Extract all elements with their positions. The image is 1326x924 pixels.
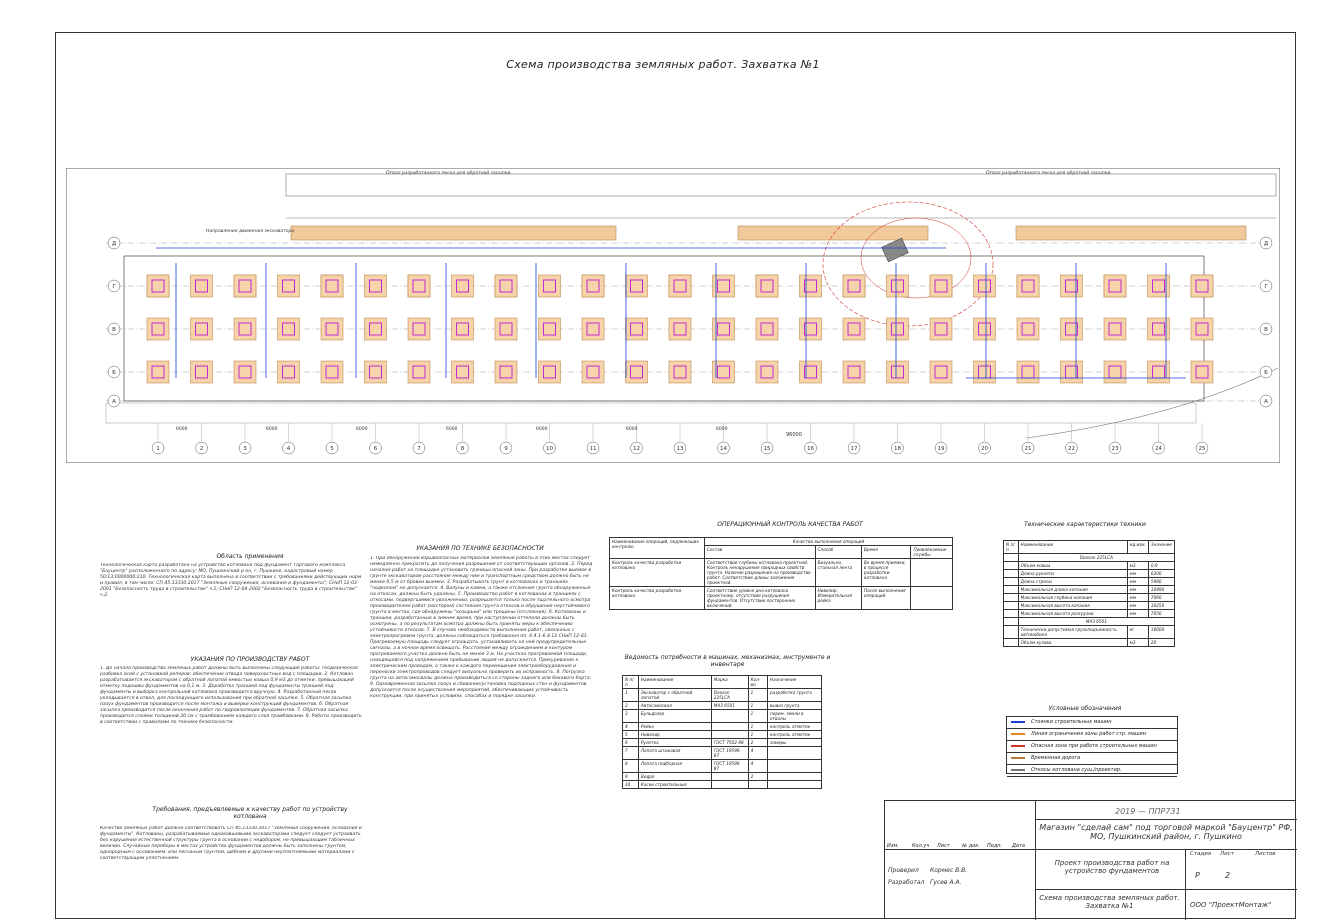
footing-pit bbox=[452, 361, 474, 383]
table-row: Максимальная длина копания мм 10490 bbox=[1004, 586, 1175, 594]
stamp-column-label: Кол.уч bbox=[912, 843, 930, 849]
table-row: Максимальная высота разгрузки мм 7050 bbox=[1004, 610, 1175, 618]
footing-pit bbox=[669, 361, 691, 383]
table-row: 6 Рулетка ГОСТ 7502-98 2 замеры bbox=[623, 739, 822, 747]
footing-pit bbox=[1061, 275, 1083, 297]
table-row: 2 Автосамосвал MAЗ 6501 1 вывоз грунта bbox=[623, 702, 822, 710]
footing-pit bbox=[626, 361, 648, 383]
footing-pit bbox=[1061, 318, 1083, 340]
footing-pit bbox=[452, 275, 474, 297]
axis-label-col: 1 bbox=[156, 446, 160, 452]
dimension-label: 6000 bbox=[626, 427, 638, 432]
footing-pit bbox=[1104, 361, 1126, 383]
footing-pit bbox=[234, 361, 256, 383]
footing-pit bbox=[278, 275, 300, 297]
legend-swatch bbox=[1011, 733, 1025, 735]
op-sub-composition: Состав bbox=[705, 546, 816, 559]
object-name: Магазин "сделай сам" под торговой маркой "Бауцентр" РФ, МО, Пушкинский район, г. Пушкино bbox=[1039, 823, 1293, 841]
table-row: 7 Лопата штыковая ГОСТ 19596-87 4 bbox=[623, 747, 822, 760]
footing-pit bbox=[1104, 318, 1126, 340]
axis-label-row: В bbox=[1264, 327, 1268, 333]
legend-label: Стоянки строительных машин bbox=[1031, 719, 1112, 725]
footing-pit bbox=[1191, 361, 1213, 383]
footing-pit bbox=[365, 275, 387, 297]
legend-item bbox=[1007, 729, 1177, 741]
dimension-label: 6000 bbox=[176, 427, 188, 432]
legend-swatch bbox=[1011, 721, 1025, 723]
checked-label: Проверил bbox=[888, 867, 919, 874]
axis-label-row: В bbox=[112, 327, 116, 333]
legend-swatch bbox=[1011, 769, 1025, 771]
axis-label-row: А bbox=[112, 399, 116, 405]
table-row: Технически допустимая грузоподъемность автомобиля кг 16000 bbox=[1004, 626, 1175, 639]
footing-pit bbox=[930, 361, 952, 383]
title-block bbox=[884, 800, 1296, 919]
works-text: 1. До начала производства земляных работ должны быть выполнены следующие работы: геодезическая разбивка осей с установкой реперов; обеспечение отвода поверхностных вод с площадки. 2. Котлован разрабатывается экскаватором с обратной лопатой емкостью ковша 0,9 м3 до отметки, превышающей отметку подошвы фундаментов на 0,1 м. 3. Доработка траншей под фундаменты траншей под фундаменты и выборка контрольной котлована производится вручную. 4. Разработанный песок укладывается в отвал, для последующего использования при обратной засыпке. 5. Обратная засыпка пазух фундаментов производится после монтажа и выверки конструкций фундаментов. 6. Обратная засыпка производится после окончания работ по гидроизоляции фундаментов. 7. Обратная засыпка производится слоями толщиной 20 см с трамбованием каждого слоя трамбовками. 8. Работы производить в соответствии с правилами по технике безопасности. bbox=[100, 666, 362, 725]
axis-label-col: 14 bbox=[720, 446, 727, 452]
axis-label-col: 17 bbox=[850, 446, 858, 452]
footing-pit bbox=[1017, 275, 1039, 297]
page-title: Схема производства земляных работ. Захватка №1 bbox=[506, 58, 820, 71]
footing-pit bbox=[974, 275, 996, 297]
axis-label-row: Б bbox=[112, 370, 116, 376]
axis-label-col: 19 bbox=[937, 446, 945, 452]
footing-pit bbox=[147, 275, 169, 297]
dimension-label: 6000 bbox=[446, 427, 458, 432]
dimension-label: 6000 bbox=[716, 427, 728, 432]
checked-name: Кормес В.В. bbox=[930, 867, 968, 874]
op-col-quality: Качество выполнения операций bbox=[705, 538, 953, 546]
legend-label: Временная дорога bbox=[1031, 755, 1081, 761]
footing-pit bbox=[1017, 318, 1039, 340]
quality-req-text: Качество земляных работ должно соответствовать СП 45.13330.2017 "Земляные сооружения, основания и фундаменты". Котлованы, разрабатываемые одноковшовыми экскаваторами следует следует устраивать без нарушения естественной структуры грунта в основании с недобором, не превышающим табличных величин. Случайные переборы в местах устройства фундаментов должны быть заполнены грунтом, однородным с основанием, или песчаным грунтом, щебнем и другими неуплотняемыми материалами с соответствующим уплотнением. bbox=[100, 826, 362, 861]
note-sand-stockpile-mid: Отвал разработанного песка для обратной засыпки bbox=[386, 171, 511, 176]
developer-label: Разработал bbox=[888, 879, 925, 886]
footing-pit bbox=[800, 318, 822, 340]
application-heading: Область применения bbox=[216, 553, 284, 560]
table-row: 3 Бульдозер 1 перем. земли в отвалы bbox=[623, 710, 822, 723]
table-row: 5 Нивелир 1 контроль отметок bbox=[623, 731, 822, 739]
axis-label-col: 13 bbox=[676, 446, 684, 452]
tech-heading: Технические характеристики техники bbox=[1024, 521, 1146, 528]
sheet-name: Схема производства земляных работ. Захватка №1 bbox=[1039, 894, 1180, 910]
table-row: Контроль качества разработки котлована Соответствие уровня дна котлована проектному, отсутствие разрушения фундаментов. Отсутствие посторонних включений. Нивелир, Измерительная рейка После выполнения операций bbox=[610, 587, 953, 610]
op-sub-services: Привлекаемые службы bbox=[911, 546, 953, 559]
footing-pit bbox=[408, 275, 430, 297]
tech-section-excavator: Doosan 225LCA bbox=[1018, 554, 1174, 562]
footing-pit bbox=[321, 318, 343, 340]
application-text: Технологическая карта разработана на устройство котлована под фундамент Торгового комплекса "Бауцентр" расположенного по адресу: МО, Пушкинский р-он, г. Пушкино, кадастровый номер 50:13:0000000:210. Технологическая карта выполнена в соответствии с требованиями действующих норм и правил, в том числе: СП 45.13330.2017 "Земляные сооружения, основания и фундаменты"; СНиП 12-03-2001 "Безопасность труда в строительстве" ч.1; СНиП 12-04-2002 "Безопасность труда в строительстве" ч.2. bbox=[100, 563, 362, 598]
legend-label: Опасная зона при работе строительных машин bbox=[1031, 743, 1157, 749]
axis-label-col: 15 bbox=[763, 446, 771, 452]
axis-label-row: Д bbox=[1263, 241, 1269, 247]
footing-pit bbox=[278, 318, 300, 340]
footing-pit bbox=[495, 318, 517, 340]
footing-pit bbox=[539, 318, 561, 340]
footing-pit bbox=[191, 318, 213, 340]
footing-pit bbox=[1017, 361, 1039, 383]
stamp-column-label: Лист bbox=[937, 843, 950, 849]
table-row: Длина стрелы мм 5980 bbox=[1004, 578, 1175, 586]
footing-pit bbox=[887, 318, 909, 340]
footing-pit bbox=[495, 275, 517, 297]
footing-pit bbox=[626, 275, 648, 297]
footing-pit bbox=[1104, 275, 1126, 297]
stage-value: Р bbox=[1195, 871, 1200, 880]
legend-item bbox=[1007, 753, 1177, 765]
footing-pit bbox=[974, 361, 996, 383]
axis-label-col: 3 bbox=[243, 446, 247, 452]
footing-pit bbox=[582, 318, 604, 340]
footing-pit bbox=[191, 361, 213, 383]
footing-pit bbox=[191, 275, 213, 297]
op-sub-time: Время bbox=[861, 546, 911, 559]
footing-pit bbox=[234, 275, 256, 297]
footing-pit bbox=[147, 361, 169, 383]
legend-item bbox=[1007, 741, 1177, 753]
legend-label: Линия ограничения зоны работ стр. машин bbox=[1031, 731, 1147, 737]
note-excavator-direction: Направление движения экскаватора bbox=[206, 229, 295, 234]
tech-section-truck: МАЗ 6501 bbox=[1018, 618, 1174, 626]
footing-pit bbox=[800, 361, 822, 383]
axis-label-col: 24 bbox=[1155, 446, 1162, 452]
axis-label-col: 16 bbox=[807, 446, 814, 452]
footing-pit bbox=[234, 318, 256, 340]
dimension-label: 6000 bbox=[356, 427, 368, 432]
axis-label-col: 23 bbox=[1111, 446, 1119, 452]
footing-pit bbox=[930, 275, 952, 297]
doc-code: 2019 — ППР731 bbox=[1115, 807, 1181, 816]
footing-pit bbox=[843, 318, 865, 340]
table-row: Контроль качества разработки котлована Соответствие глубины котлована проектной. Контроль ненарушения природных свойств грунта. Наличие разрешения на производство работ. Соответствие длины заложения проектной. Визуально, стальная лента Во время приемки, в процессе разработки котлована bbox=[610, 559, 953, 587]
axis-label-col: 6 bbox=[373, 446, 378, 452]
site-plan bbox=[66, 168, 1280, 463]
axis-label-col: 22 bbox=[1068, 446, 1075, 452]
footing-pit bbox=[539, 275, 561, 297]
sheet-value: 2 bbox=[1225, 871, 1231, 880]
footing-pit bbox=[408, 361, 430, 383]
footing-pit bbox=[321, 361, 343, 383]
axis-label-col: 2 bbox=[199, 446, 204, 452]
footing-pit bbox=[582, 275, 604, 297]
table-row: 10 Каски строительные bbox=[623, 781, 822, 789]
legend-label: Откосы котлована сущ./проектир. bbox=[1031, 767, 1122, 773]
op-control-table bbox=[609, 537, 953, 610]
note-sand-stockpile-right: Отвал разработанного песка для обратной засыпки bbox=[986, 171, 1111, 176]
axis-label-col: 8 bbox=[460, 446, 465, 452]
axis-label-col: 25 bbox=[1198, 446, 1206, 452]
table-row: 9 Ведро 2 bbox=[623, 773, 822, 781]
footing-pit bbox=[669, 318, 691, 340]
footing-pit bbox=[974, 318, 996, 340]
op-control-heading: ОПЕРАЦИОННЫЙ КОНТРОЛЬ КАЧЕСТВА РАБОТ bbox=[717, 521, 863, 528]
footing-pit bbox=[278, 361, 300, 383]
axis-label-col: 20 bbox=[981, 446, 988, 452]
safety-text: 1. При обнаружении взрывоопасных материалов земляные работы в этих местах следует немедленно прекратить до получения разрешения от соответствующих органов. 2. Перед началом работ на площадке установить границы опасной зоны. При разработке выемок в грунте экскаватором расстояние между ним и транспортным средством должно быть не менее 0,5 м от бровки выемки. 3. Разрабатывать грунт в котлованах и траншеях "подкопом" не допускается. 4. Валуны и камни, а также отслоения грунта обнаруженные на откосах, должны быть удалены. 5. Производство работ в котлованах и траншеях с откосами, подвергшимися увлажнению, разрешается только после тщательного осмотра производителем работ (мастером) состояния грунта откосов и обрушения неустойчивого грунта в местах, где обнаружены "козырьки" или трещины (отслоения). 6. Котлованы и траншеи, разработанные в зимнее время, при наступлении оттепели должны быть осмотрены, а по результатам осмотра должны быть приняты меры к обеспечению устойчивости откосов. 7. В случаях необходимости выполнения работ, связанных с электропрогревом грунта, должны соблюдаться требования пп. 6.4.1-6.4.12 СНиП 12-03. Прогреваемую площадь следует ограждать, устанавливать на ней предупредительные сигналы, а в ночное время освещать. Расстояние между ограждением и контуром прогреваемого участка должно быть не менее 3 м. На участках прогреваемой площади, находящейся под напряжением пребывание людей не допускается. Прикуривание к электрическим проводам, а также к каждого перемещения электрооборудования и переноски электропроводов следует визуально проверить их исправность. 8. Погрузка грунта на автосамосвалы должна производиться со стороны заднего или бокового борта. 9. Одновременная засыпка пазух и сбивание/установка подпорных стен и фундаментов допускается после осуществления мероприятий, обеспечивающих устойчивость конструкции, при принятых условиях, способах и порядке засыпки. bbox=[370, 556, 593, 699]
machines-table: N п/п Наименование Марка Кол-во Назначение 1 Экскаватор с обратной лопатой Doosan 225LCA 1 разработка грунта 2 Автосамосвал MAЗ 6501 1 вывоз грунта 3 Бульдозер 1 перем. земли в отвалы 4 Рейка 1 контроль отметок 5 Нивелир 1 контроль отметок 6 Рулетка ГОСТ 7502-98 2 замеры 7 Лопата штыковая ГОСТ 19596-87 4 8 Лопата подборная ГОСТ 19596-87 4 9 Ведро 2 10 Каски строительные bbox=[622, 675, 822, 789]
footing-pit bbox=[321, 275, 343, 297]
tech-table: N п/п Наименование ед.изм. Значение Doosan 225LCA Объем ковша м3 0,9 Длина рукояти мм 6200 Длина стрелы мм 5980 Максимальная длина копания мм 10490 Максимальная глубина копания мм 7060 Максимальная высота копания мм 10250 Максимальная высота разгрузки мм 7050 МАЗ 6501 Технически допустимая грузоподъемность автомобиля кг 16000 Объем кузова м3 20 bbox=[1003, 540, 1175, 647]
stamp-column-label: Дата bbox=[1012, 843, 1025, 849]
axis-label-row: Б bbox=[1264, 370, 1268, 376]
footing-pit bbox=[1191, 275, 1213, 297]
quality-req-heading: Требования, предъявляемые к качеству работ по устройству котлована bbox=[152, 806, 348, 820]
developer-name: Гусев А.А. bbox=[930, 879, 962, 886]
footing-pit bbox=[930, 318, 952, 340]
footing-pit bbox=[756, 275, 778, 297]
footing-pit bbox=[843, 275, 865, 297]
footing-pit bbox=[887, 361, 909, 383]
op-sub-method: Способ bbox=[815, 546, 861, 559]
stamp-column-label: Подп. bbox=[987, 843, 1003, 849]
table-row: 1 Экскаватор с обратной лопатой Doosan 225LCA 1 разработка грунта bbox=[623, 689, 822, 702]
op-col-ops: Наименование операций, подлежащих контролю bbox=[610, 538, 705, 559]
footing-pit bbox=[626, 318, 648, 340]
machines-heading: Ведомость потребности в машинах, механизмах, инструменте и инвентаре bbox=[624, 654, 831, 668]
legend-swatch bbox=[1011, 757, 1025, 759]
footing-pit bbox=[1191, 318, 1213, 340]
footing-pit bbox=[843, 361, 865, 383]
company-name: ООО "ПроектМонтаж" bbox=[1190, 901, 1272, 909]
table-row: Длина рукояти мм 6200 bbox=[1004, 570, 1175, 578]
legend-box bbox=[1006, 716, 1178, 774]
table-row: 8 Лопата подборная ГОСТ 19596-87 4 bbox=[623, 760, 822, 773]
footing-pit bbox=[1061, 361, 1083, 383]
footing-pit bbox=[408, 318, 430, 340]
works-heading: УКАЗАНИЯ ПО ПРОИЗВОДСТВУ РАБОТ bbox=[190, 656, 310, 663]
table-row: 4 Рейка 1 контроль отметок bbox=[623, 723, 822, 731]
footing-pit bbox=[539, 361, 561, 383]
axis-label-col: 9 bbox=[504, 446, 508, 452]
dimension-label: 6000 bbox=[536, 427, 548, 432]
safety-heading: УКАЗАНИЯ ПО ТЕХНИКЕ БЕЗОПАСНОСТИ bbox=[416, 545, 544, 552]
axis-label-col: 18 bbox=[894, 446, 901, 452]
axis-label-row: Г bbox=[112, 284, 116, 290]
dimension-label: 6000 bbox=[266, 427, 278, 432]
footing-pit bbox=[756, 318, 778, 340]
footing-pit bbox=[800, 275, 822, 297]
axis-label-col: 4 bbox=[286, 446, 291, 452]
legend-item bbox=[1007, 717, 1177, 729]
footing-pit bbox=[365, 361, 387, 383]
sheet-label: Лист bbox=[1220, 851, 1234, 857]
footing-pit bbox=[887, 275, 909, 297]
legend-heading: Условные обозначения bbox=[1048, 705, 1122, 712]
axis-label-row: Д bbox=[111, 241, 117, 247]
legend-swatch bbox=[1011, 745, 1025, 747]
footing-pit bbox=[452, 318, 474, 340]
footing-pit bbox=[582, 361, 604, 383]
axis-label-col: 12 bbox=[633, 446, 640, 452]
axis-label-row: Г bbox=[1264, 284, 1268, 290]
dim-total: 96000 bbox=[786, 432, 802, 438]
axis-label-col: 21 bbox=[1024, 446, 1032, 452]
axis-label-col: 11 bbox=[589, 446, 597, 452]
stamp-column-label: Изм. bbox=[887, 843, 899, 849]
stage-label: Стадия bbox=[1190, 851, 1212, 857]
footing-pit bbox=[365, 318, 387, 340]
table-row: Объем ковша м3 0,9 bbox=[1004, 562, 1175, 570]
footing-pit bbox=[147, 318, 169, 340]
stamp-column-label: № док. bbox=[962, 843, 980, 849]
footing-pit bbox=[495, 361, 517, 383]
footing-pit bbox=[669, 275, 691, 297]
table-row: Объем кузова м3 20 bbox=[1004, 639, 1175, 647]
footing-pit bbox=[756, 361, 778, 383]
table-row: Максимальная высота копания мм 10250 bbox=[1004, 602, 1175, 610]
table-row: Максимальная глубина копания мм 7060 bbox=[1004, 594, 1175, 602]
project-name: Проект производства работ на устройство фундаментов bbox=[1054, 859, 1170, 875]
sheets-label: Листов bbox=[1255, 851, 1276, 857]
axis-label-col: 10 bbox=[546, 446, 553, 452]
axis-label-col: 5 bbox=[330, 446, 334, 452]
axis-label-row: А bbox=[1264, 399, 1268, 405]
legend-item bbox=[1007, 765, 1177, 777]
axis-label-col: 7 bbox=[417, 446, 421, 452]
